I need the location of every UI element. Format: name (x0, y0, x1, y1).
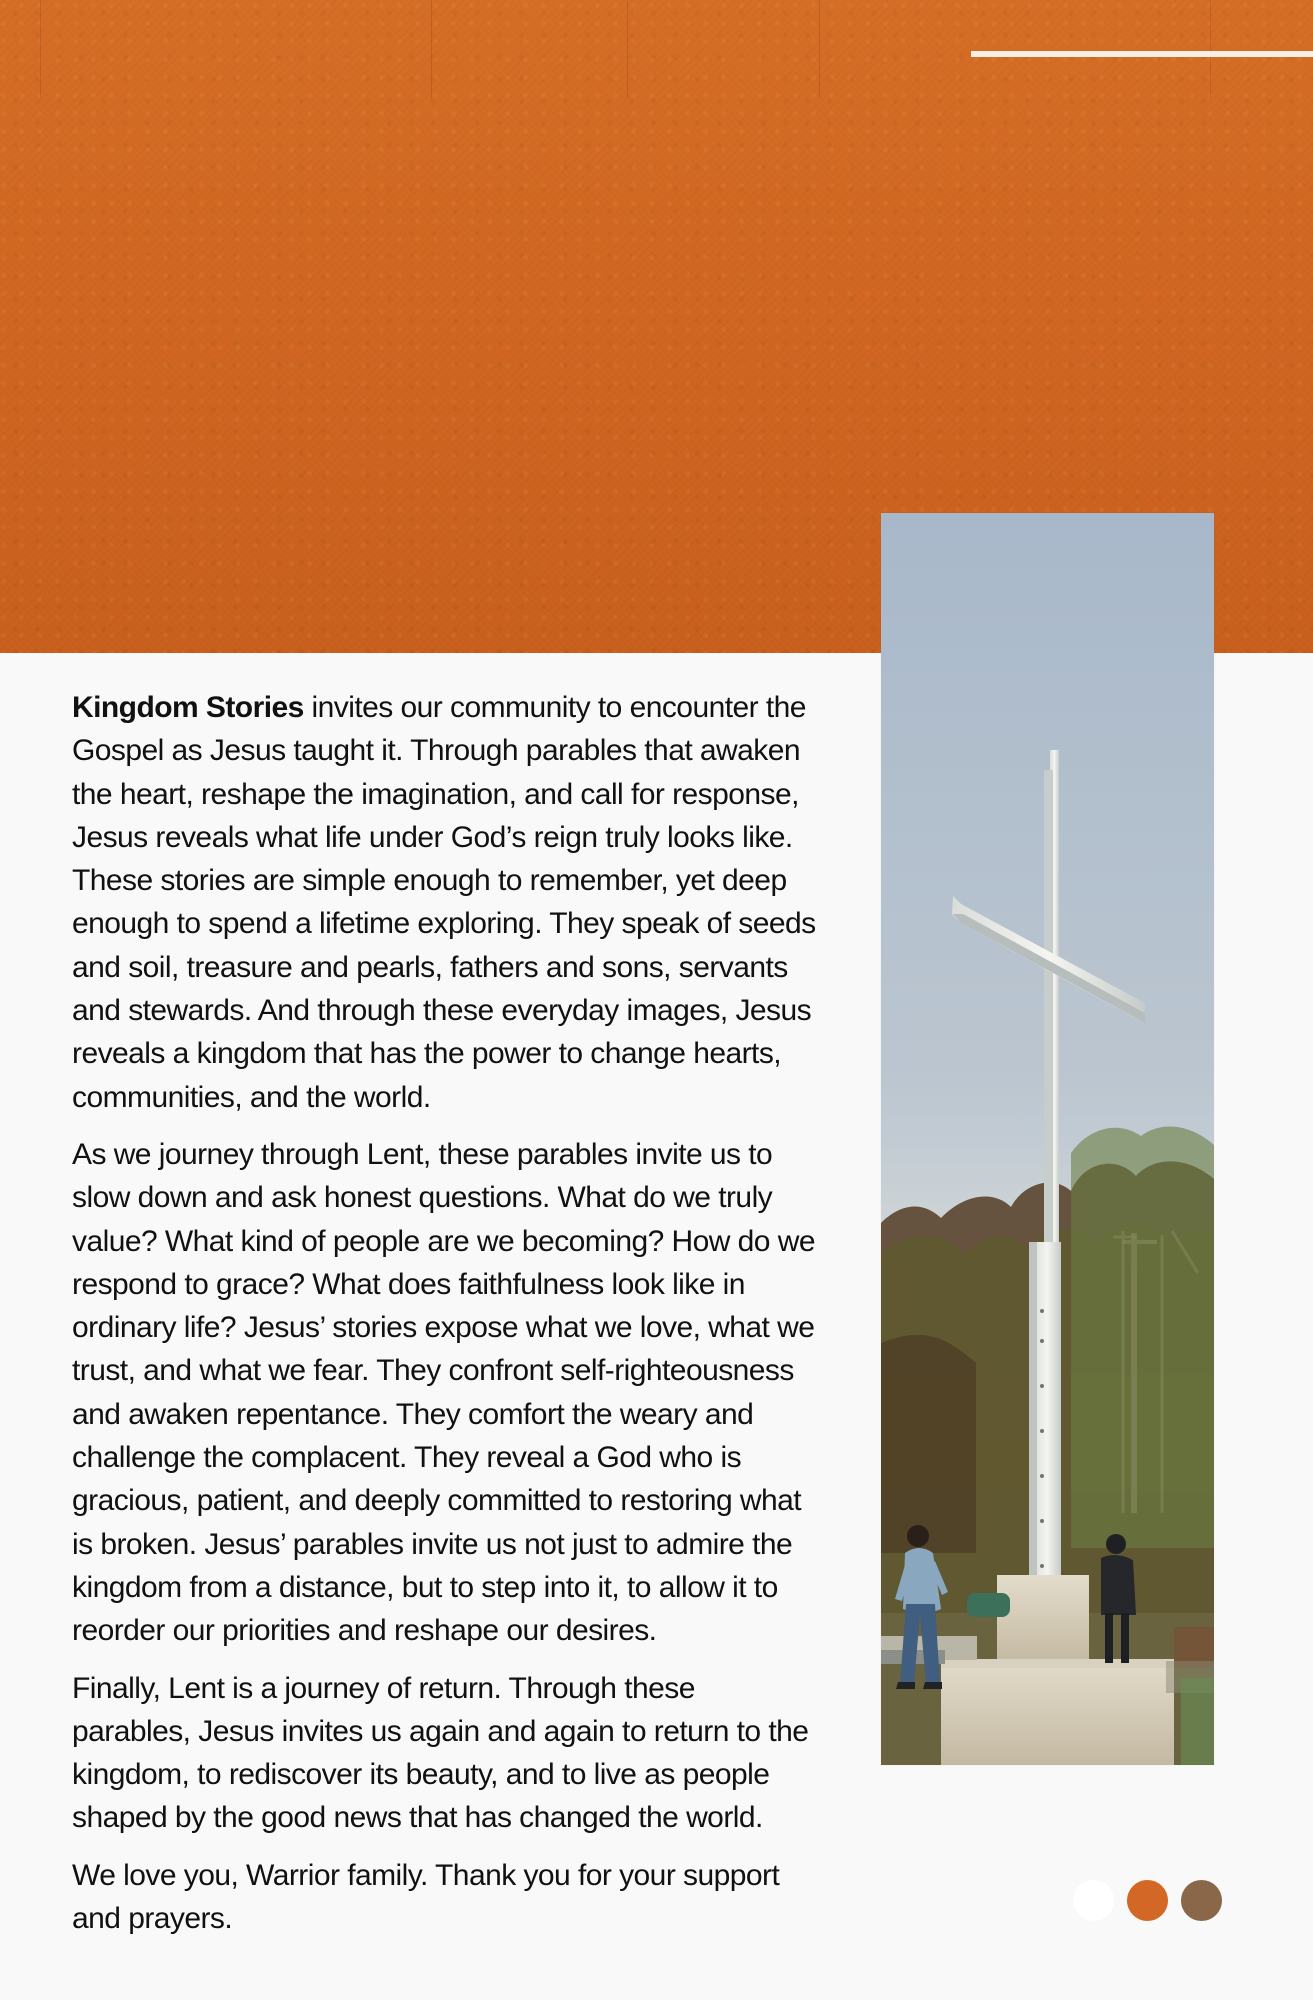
hero-rule (971, 51, 1313, 57)
cross-photo-illustration (881, 513, 1214, 1765)
body-copy (72, 686, 820, 1954)
body-paragraph-1-lead: Kingdom Stories (72, 691, 304, 724)
body-paragraph-1 (72, 686, 820, 1119)
hero-fold-line-4 (819, 0, 820, 98)
white-dot (1073, 1880, 1114, 1921)
orange-dot (1127, 1880, 1168, 1921)
color-dots (1073, 1880, 1222, 1921)
hero-fold-line-5 (1210, 0, 1211, 98)
body-paragraph-3: Finally, Lent is a journey of return. Through these parables, Jesus invites us again and again to return to the kingdom, to rediscover its beauty, and to live as people shaped by the good news that has changed the world. (72, 1671, 809, 1835)
hero-fold-line-1 (40, 0, 41, 98)
body-paragraph-1-text: invites our community to encounter the Gospel as Jesus taught it. Through parables that awaken the heart, reshape the imagination, and call for response, Jesus reveals what life under God’s reign truly looks like. These stories are simple enough to remember, yet deep enough to spend a lifetime exploring. They speak of seeds and soil, treasure and pearls, fathers and sons, servants and stewards. And through these everyday images, Jesus reveals a kingdom that has the power to change hearts, communities, and the world. (72, 691, 816, 1114)
body-paragraph-2: As we journey through Lent, these parables invite us to slow down and ask honest questions. What do we truly value? What kind of people are we becoming? How do we respond to grace? What does faithfulness look like in ordinary life? Jesus’ stories expose what we love, what we trust, and what we fear. They confront self-righteousness and awaken repentance. They comfort the weary and challenge the complacent. They reveal a God who is gracious, patient, and deeply committed to restoring what is broken. Jesus’ parables invite us not just to admire the kingdom from a distance, but to step into it, to allow it to reorder our priorities and reshape our desires. (72, 1137, 815, 1648)
brown-dot (1181, 1880, 1222, 1921)
hero-fold-line-2 (431, 0, 432, 98)
body-paragraph-4: We love you, Warrior family. Thank you for your support and prayers. (72, 1858, 780, 1936)
hero-fold-line-3 (627, 0, 628, 98)
cross-photo (881, 513, 1214, 1765)
